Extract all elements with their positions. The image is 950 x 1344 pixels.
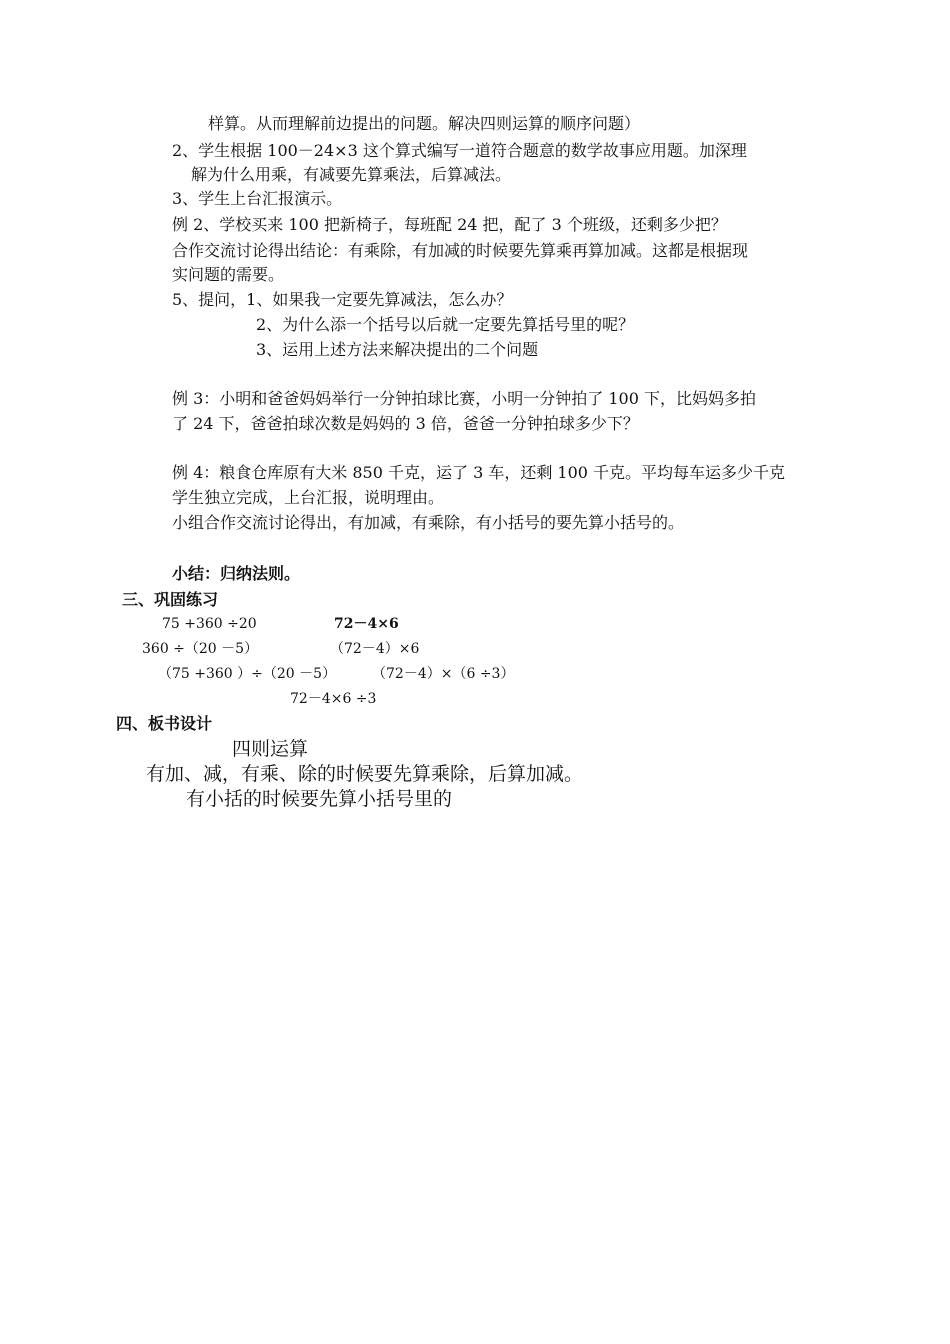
board-line: 有小括的时候要先算小括号里的: [186, 788, 453, 810]
text-line: 例 3：小明和爸爸妈妈举行一分钟拍球比赛，小明一分钟拍了 100 下，比妈妈多拍: [172, 389, 756, 408]
text-line: 2、为什么添一个括号以后就一定要先算括号里的呢？: [256, 315, 635, 334]
board-title: 四则运算: [232, 738, 309, 760]
exercise-item: 360 ÷（20 －5）: [142, 641, 259, 657]
exercise-item: 72－4×6 ÷3: [290, 691, 377, 707]
text-line: 例 4：粮食仓库原有大米 850 千克，运了 3 车，还剩 100 千克。平均每车运多少千克: [172, 463, 786, 482]
text-line: 实问题的需要。: [172, 265, 285, 284]
text-line: 样算。从而理解前边提出的问题。解决四则运算的顺序问题）: [208, 114, 641, 133]
text-line: 2、学生根据 100－24×3 这个算式编写一道符合题意的数学故事应用题。加深理: [172, 141, 747, 160]
text-line: 3、运用上述方法来解决提出的二个问题: [256, 340, 539, 359]
section-heading: 三、巩固练习: [122, 590, 219, 609]
section-heading: 四、板书设计: [116, 714, 213, 733]
exercise-item: （72－4）×6: [330, 641, 420, 657]
text-line: 小组合作交流讨论得出，有加减，有乘除，有小括号的要先算小括号的。: [172, 513, 685, 532]
text-line: 例 2、学校买来 100 把新椅子，每班配 24 把，配了 3 个班级，还剩多少把？: [172, 215, 727, 234]
exercise-item: （72－4）×（6 ÷3）: [372, 666, 515, 682]
text-line: 合作交流讨论得出结论：有乘除，有加减的时候要先算乘再算加减。这都是根据现: [172, 241, 749, 260]
text-line: 了 24 下，爸爸拍球次数是妈妈的 3 倍，爸爸一分钟拍球多少下？: [172, 414, 639, 433]
text-line: 学生独立完成，上台汇报，说明理由。: [172, 488, 445, 507]
board-line: 有加、减，有乘、除的时候要先算乘除，后算加减。: [146, 763, 584, 785]
exercise-item: （75 +360 ）÷（20 －5）: [158, 666, 337, 682]
exercise-item: 75 +360 ÷20: [162, 616, 257, 632]
text-line: 3、学生上台汇报演示。: [172, 189, 343, 208]
summary-heading: 小结：归纳法则。: [172, 564, 301, 583]
text-line: 5、提问，1、如果我一定要先算减法，怎么办？: [172, 290, 513, 309]
text-line: 解为什么用乘，有减要先算乘法，后算减法。: [191, 165, 512, 184]
exercise-item: 72－4×6: [334, 616, 399, 632]
